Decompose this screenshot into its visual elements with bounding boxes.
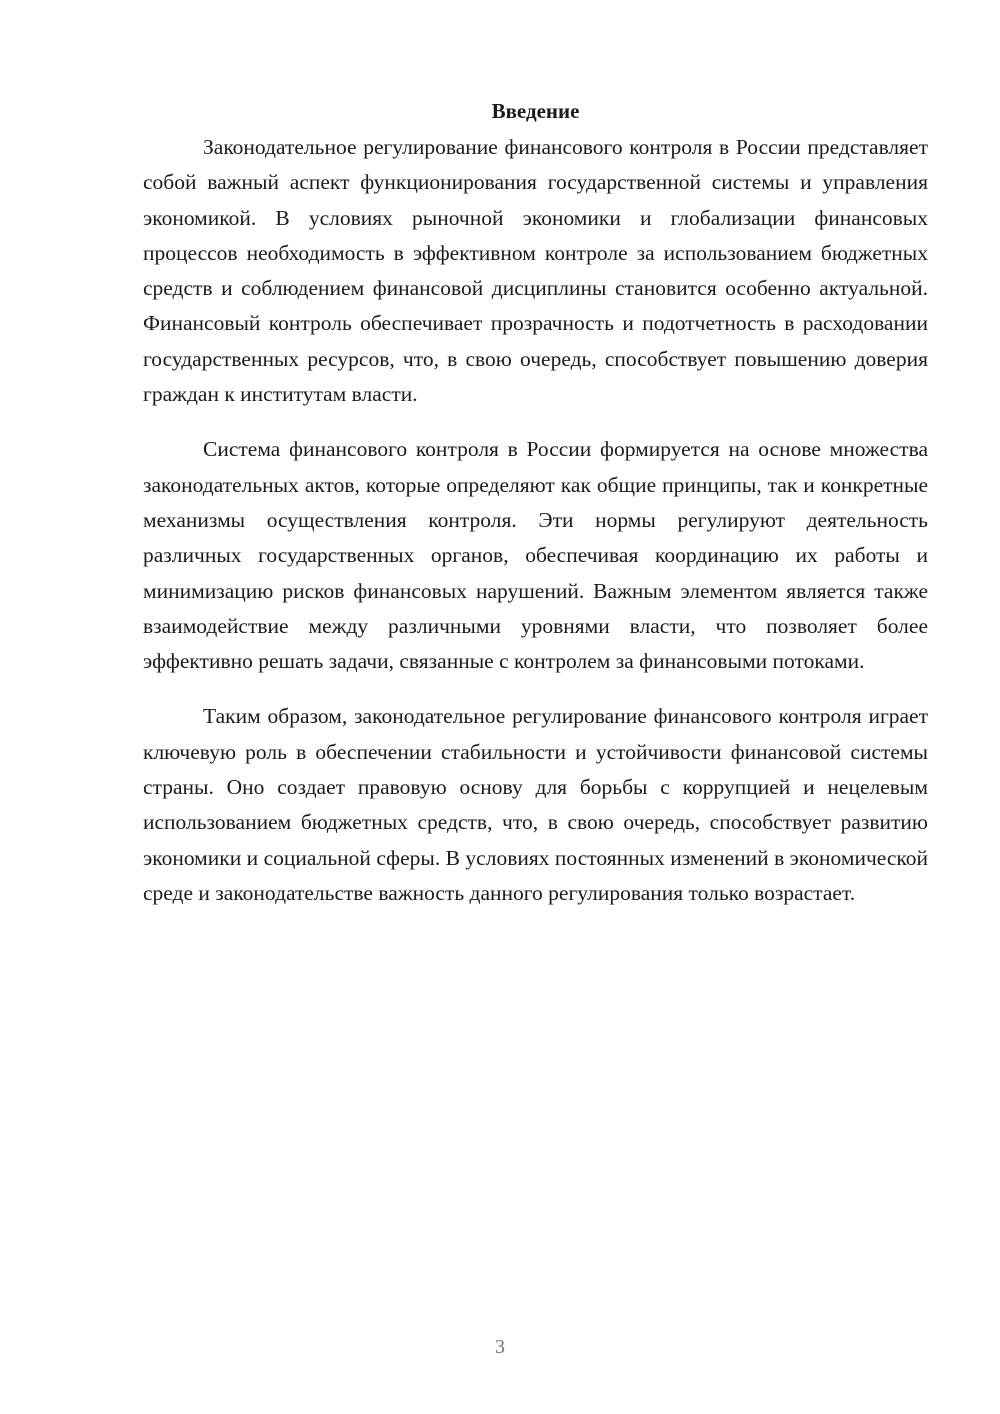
page-content [143,94,928,931]
paragraph-2: Система финансового контроля в России формируется на основе множества законодательных актов, которые определяют как общие принципы, так и конкретные механизмы осуществления контроля. Эти нормы регулируют деятельность различных государственных органов, обеспечивая координацию их работы и минимизацию рисков финансовых нарушений. Важным элементом является также взаимодействие между различными уровнями власти, что позволяет более эффективно решать задачи, связанные с контролем за финансовыми потоками. [143,437,928,674]
paragraph-3: Таким образом, законодательное регулирование финансового контроля играет ключевую роль в обеспечении стабильности и устойчивости финансовой системы страны. Оно создает правовую основу для борьбы с коррупцией и нецелевым использованием бюджетных средств, что, в свою очередь, способствует развитию экономики и социальной сферы. В условиях постоянных изменений в экономической среде и законодательстве важность данного регулирования только возрастает. [143,704,928,905]
section-heading: Введение [491,99,580,123]
page-number: 3 [495,1336,505,1358]
paragraph-1: Законодательное регулирование финансового контроля в России представляет собой важный аспект функционирования государственной системы и управления экономикой. В условиях рыночной экономики и глобализации финансовых процессов необходимость в эффективном контроле за использованием бюджетных средств и соблюдением финансовой дисциплины становится особенно актуальной. Финансовый контроль обеспечивает прозрачность и подотчетность в расходовании государственных ресурсов, что, в свою очередь, способствует повышению доверия граждан к институтам власти. [143,135,928,407]
